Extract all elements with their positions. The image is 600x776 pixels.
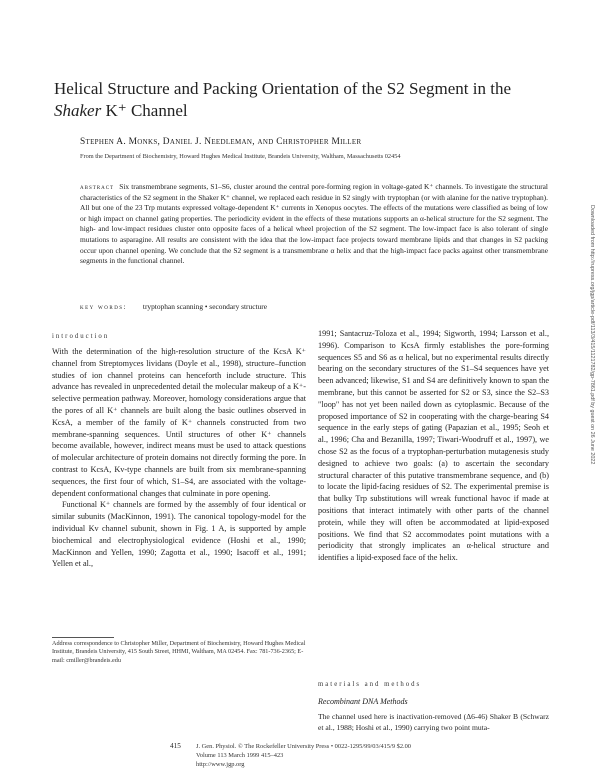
methods-text: The channel used here is inactivation-removed (Δ6-46) Shaker B (Schwarz et al., 1988; Hoshi et al., 1990) carrying two point muta-	[318, 712, 549, 732]
title-line-1: Helical Structure and Packing Orientation of the S2 Segment in the	[54, 79, 511, 98]
keywords-text: tryptophan scanning • secondary structure	[142, 302, 267, 311]
left-column	[52, 346, 306, 570]
keywords-label: key words:	[80, 303, 128, 311]
abstract	[80, 182, 548, 267]
methods-subheading: Recombinant DNA Methods	[318, 697, 408, 706]
article-title	[54, 78, 554, 122]
journal-url: http://www.jgp.org	[196, 761, 245, 768]
title-rest: K⁺ Channel	[101, 101, 188, 120]
keywords	[80, 302, 267, 311]
journal-line-1: J. Gen. Physiol. © The Rockefeller University Press • 0022-1295/99/03/415/9 $2.00	[196, 743, 412, 750]
introduction-heading: introduction	[52, 333, 110, 340]
correspondence-footnote: Address correspondence to Christopher Miller, Department of Biochemistry, Howard Hughes Medical Institute, Brandeis University, 415 South Street, HHMI, Waltham, MA 02454. Fax: 781-736-2365; E-mail: cmiller@brandeis.edu	[52, 640, 306, 664]
journal-citation	[196, 742, 411, 769]
affiliation: From the Department of Biochemistry, Howard Hughes Medical Institute, Brandeis University, Waltham, Massachusetts 02454	[80, 153, 401, 160]
intro-paragraph-2: Functional K⁺ channels are formed by the assembly of four identical or similar subunits (MacKinnon, 1991). The canonical topology-model for the individual Kv channel subunit, shown in Fig. 1 A, is supported by ample biochemical and electrophysiological evidence (Hoshi et al., 1990; MacKinnon and Yellen, 1990; Zagotta et al., 1990; Isacoff et al., 1991; Yellen et al.,	[52, 500, 306, 569]
journal-line-2: Volume 113 March 1999 415–423	[196, 752, 284, 759]
intro-paragraph-3: 1991; Santacruz-Toloza et al., 1994; Sigworth, 1994; Larsson et al., 1996). Comparison to KcsA firmly establishes the pore-forming sequences S5 and S6 as α helical, but no experimental results directly bearing on the secondary structures of the S1–S4 sequences have yet been advanced; likewise, S1 and S4 are definitively known to span the membrane, but this cannot be asserted for S2 or S3, since the S2–S3 "loop" has not yet been nailed down as cytoplasmic. Because of the proposed importance of S2 in cooperating with the charge-bearing S4 sequence in the early steps of gating (Papazian et al., 1995; Seoh et al., 1996; Cha and Bezanilla, 1997; Tiwari-Woodruff et al., 1997), we chose S2 as the focus of a tryptophan-perturbation mutagenesis study designed to achieve two goals: (a) to ascertain the secondary structural character of this putative transmembrane sequence, and (b) to locate the lipid-facing residues of S2. The experimental premise is that bulky Trp substitutions will wreak functional havoc if made at positions that interact intimately with other parts of the channel protein, while they will often be accommodated at lipid-exposed positions. We find that S2 accommodates point mutations with a periodicity that strongly implicates an α-helical structure and identifies a lipid-exposed face of the helix.	[318, 329, 550, 563]
title-line-2	[54, 100, 554, 122]
right-column	[318, 328, 549, 564]
methods-heading: materials and methods	[318, 681, 422, 688]
download-watermark	[586, 205, 596, 585]
title-italic: Shaker	[54, 101, 102, 120]
author-list: Stephen A. Monks, Daniel J. Needleman, and Christopher Miller	[80, 137, 362, 147]
footnote-rule	[52, 637, 114, 638]
download-note-text: Downloaded from http://rupress.org/jgp/article-pdf/113/3/415/1121782/gp-7861.pdf by guest on 26 June 2022	[589, 205, 595, 465]
abstract-text: Six transmembrane segments, S1–S6, cluster around the central pore-forming region in voltage-gated K⁺ channels. To investigate the structural characteristics of the S2 segment in the Shaker K⁺ channel, we replaced each residue in S2 singly with tryptophan (or with alanine for the native tryptophan). All but one of the 23 Trp mutants expressed voltage-dependent K⁺ currents in Xenopus oocytes. The effects of the mutations were classified as being of low or high impact on channel gating properties. The periodicity evident in the effects of these mutations supports an α-helical structure for the S2 segment. The high- and low-impact residues cluster onto opposite faces of a helical wheel projection of the S2 segment. The low-impact face is also tolerant of single mutations to asparagine. All results are consistent with the idea that the low-impact face projects toward membrane lipids and that changes in S2 packing occur upon channel opening. We conclude that the S2 segment is a transmembrane α helix and that the high-impact face packs against other transmembrane segments in the functional channel.	[80, 182, 548, 266]
intro-paragraph-1: With the determination of the high-resolution structure of the KcsA K⁺ channel from Streptomyces lividans (Doyle et al., 1998), structure–function studies of ion channel proteins can henceforth include structure. This advance has revealed in unprecedented detail the molecular makeup of a K⁺-selective permeation pathway. Moreover, homology considerations argue that the pores of all K⁺ channels are built along the basic outlines observed in KcsA, a member of the family of K⁺ channels constructed from two membrane-spanning sequences. Until structures of other K⁺ channels become available, however, indirect means must be used to attack questions of molecular architecture of protein domains not directly forming the pore. In contrast to KcsA, Kv-type channels are built from six membrane-spanning sequences, the first four of which, S1–S4, are associated with the voltage-dependent conformational changes that culminate in pore opening.	[52, 347, 306, 498]
abstract-label: abstract	[80, 183, 115, 191]
page-number: 415	[170, 742, 181, 750]
